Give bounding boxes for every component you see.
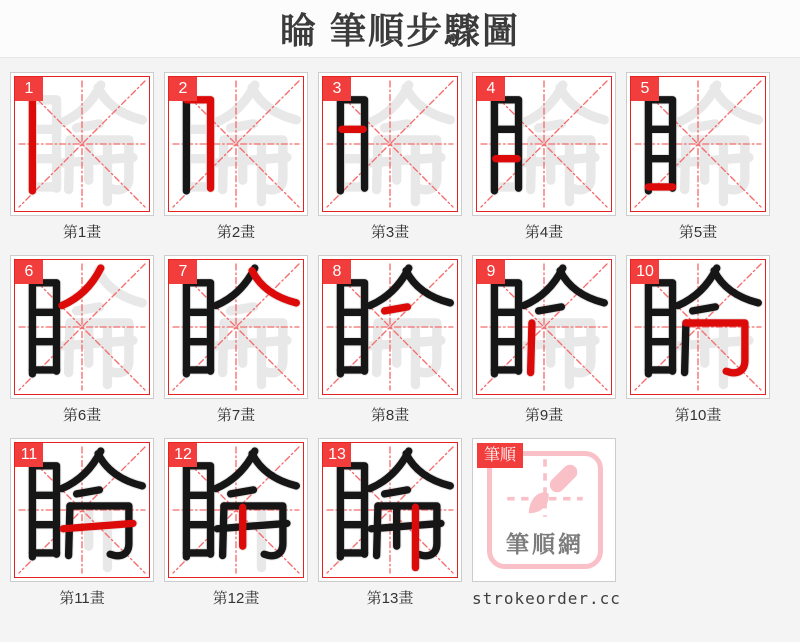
stroke-number-badge: 2 [169,77,197,101]
stroke-cell-8 [318,255,462,424]
stroke-pane [476,76,612,212]
stroke-caption: 第5畫 [678,224,718,241]
stroke-box [626,72,770,216]
stroke-box [164,255,308,399]
stroke-caption: 第2畫 [216,224,256,241]
stroke-box [626,255,770,399]
logo-box [472,438,616,582]
stroke-caption: 第3畫 [370,224,410,241]
stroke-grid [0,58,800,609]
stroke-number-badge: 13 [323,443,351,467]
stroke-number-badge: 6 [15,260,43,284]
stroke-cell-13 [318,438,462,609]
stroke-pane [322,442,458,578]
stroke-box [318,438,462,582]
stroke-number-badge: 11 [15,443,43,467]
stroke-pane [14,259,150,395]
stroke-pane [322,259,458,395]
stroke-caption: 第7畫 [216,407,256,424]
stroke-number-badge: 1 [15,77,43,101]
stroke-caption: 第11畫 [59,590,105,607]
stroke-pane [168,442,304,578]
logo-site-name: 筆順網 [506,531,584,557]
stroke-pane [168,259,304,395]
stroke-cell-4 [472,72,616,241]
stroke-number-badge: 7 [169,260,197,284]
stroke-number-badge: 12 [169,443,197,467]
stroke-row-1 [10,72,790,241]
stroke-number-badge: 10 [631,260,659,284]
stroke-pane [630,76,766,212]
stroke-box [164,72,308,216]
stroke-row-3 [10,438,790,609]
stroke-box [318,72,462,216]
stroke-box [164,438,308,582]
stroke-cell-11 [10,438,154,609]
stroke-cell-5 [626,72,770,241]
stroke-caption: 第6畫 [62,407,102,424]
stroke-box [10,255,154,399]
stroke-row-2 [10,255,790,424]
stroke-cell-9 [472,255,616,424]
stroke-number-badge: 9 [477,260,505,284]
stroke-number-badge: 4 [477,77,505,101]
stroke-caption: 第13畫 [366,590,414,607]
page-title: 睔 筆順步驟圖 [279,10,520,51]
stroke-number-badge: 3 [323,77,351,101]
stroke-cell-10 [626,255,770,424]
stroke-pane [14,76,150,212]
stroke-pane [322,76,458,212]
brush-glyph [524,462,581,519]
stroke-caption: 第12畫 [212,590,260,607]
page-header [0,0,800,58]
brush-stamp [487,451,603,569]
stroke-box [472,255,616,399]
stroke-box [472,72,616,216]
stroke-caption: 第9畫 [524,407,564,424]
stroke-box [318,255,462,399]
stroke-number-badge: 5 [631,77,659,101]
stroke-box [10,438,154,582]
stroke-cell-12 [164,438,308,609]
stroke-box [10,72,154,216]
logo-badge: 筆順 [477,443,523,468]
stroke-cell-1 [10,72,154,241]
stroke-cell-3 [318,72,462,241]
stroke-pane [14,442,150,578]
stroke-number-badge: 8 [323,260,351,284]
stroke-caption: 第1畫 [62,224,102,241]
stroke-caption: 第8畫 [370,407,410,424]
stroke-caption: 第10畫 [674,407,722,424]
stroke-cell-7 [164,255,308,424]
stroke-caption: 第4畫 [524,224,564,241]
stroke-pane [630,259,766,395]
stroke-cell-2 [164,72,308,241]
site-url-caption: strokeorder.cc [472,589,621,608]
logo-cell [472,438,621,609]
stroke-pane [168,76,304,212]
stroke-pane [476,259,612,395]
stroke-cell-6 [10,255,154,424]
